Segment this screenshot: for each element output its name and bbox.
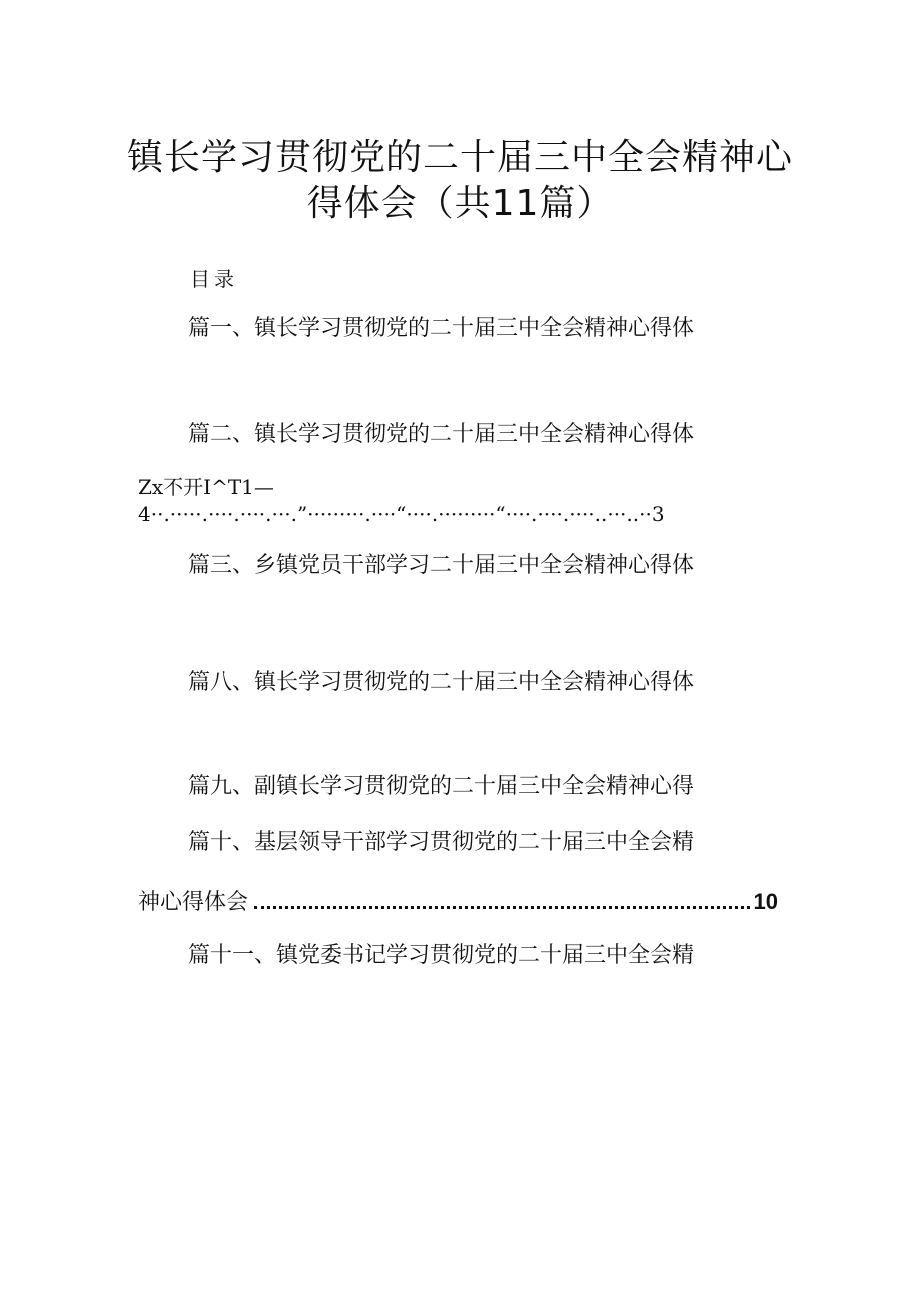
garbled-text-line-1: Zx不开I^T1— [138,475,274,499]
continuation-label: 神心得体会 [138,890,249,915]
toc-entry-1: 篇一、镇长学习贯彻党的二十届三中全会精神心得体 [188,316,695,341]
toc-entry-6-continuation [138,885,778,916]
dot-leader [254,906,750,909]
document-title-line-2: 得体会（共11篇） [306,183,614,224]
toc-entry-6: 篇十、基层领导干部学习贯彻党的二十届三中全会精 [188,830,695,855]
toc-entry-2: 篇二、镇长学习贯彻党的二十届三中全会精神心得体 [188,422,695,447]
document-title-line-1: 镇长学习贯彻党的二十届三中全会精神心 [126,137,793,178]
garbled-text-line-2: 4··.·····.····.····.···.”·········.····“····.·········“····.····.····..···..··3 [138,502,665,526]
toc-entry-7: 篇十一、镇党委书记学习贯彻党的二十届三中全会精 [188,943,695,968]
toc-entry-4: 篇八、镇长学习贯彻党的二十届三中全会精神心得体 [188,670,695,695]
toc-entry-5: 篇九、副镇长学习贯彻党的二十届三中全会精神心得 [188,774,695,799]
page-number: 10 [753,889,778,914]
toc-entry-3: 篇三、乡镇党员干部学习二十届三中全会精神心得体 [188,553,695,578]
toc-heading: 目录 [190,267,238,291]
